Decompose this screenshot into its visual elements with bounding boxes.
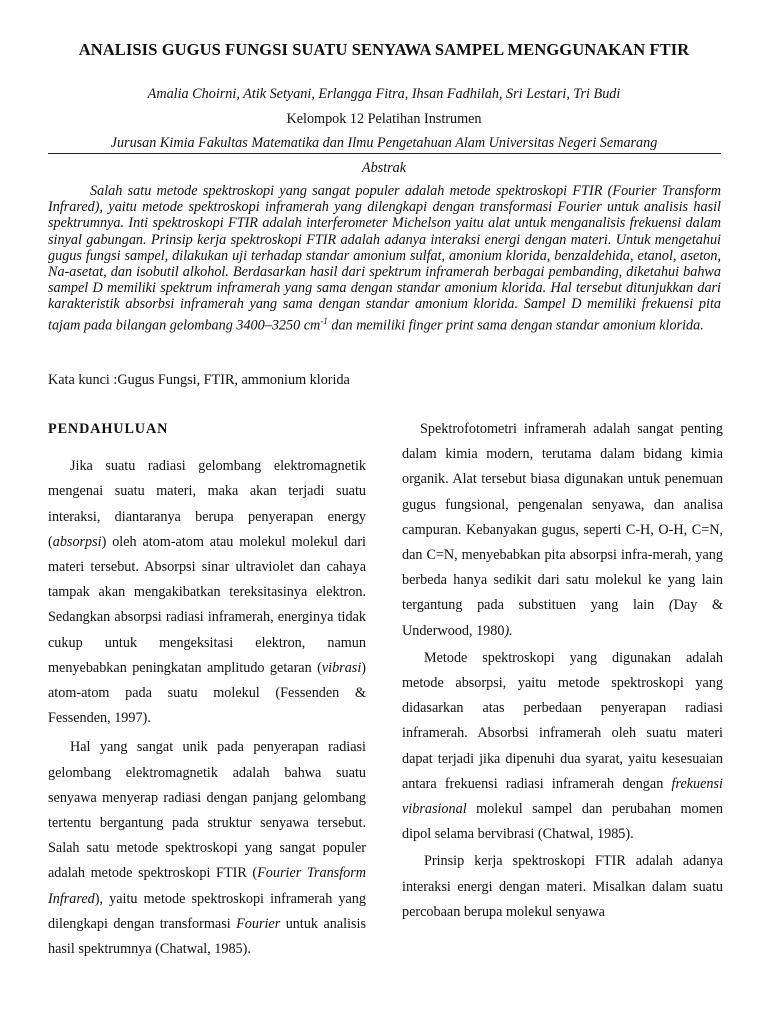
paper-title: ANALISIS GUGUS FUNGSI SUATU SENYAWA SAMPEL MENGGUNAKAN FTIR <box>78 40 690 59</box>
italic-run: ). <box>504 622 513 639</box>
section-heading: PENDAHULUAN <box>48 421 169 437</box>
left-column <box>48 417 366 962</box>
author-list: Amalia Choirni, Atik Setyani, Erlangga Fitra, Ihsan Fadhilah, Sri Lestari, Tri Budi <box>147 86 621 102</box>
text-run: molekul sampel dan perubahan momen dipol selama bervibrasi (Chatwal, 1985). <box>402 801 723 843</box>
text-run: untuk analisis hasil spektrumnya (Chatwal, 1985). <box>48 915 367 958</box>
affiliation: Jurusan Kimia Fakultas Matematika dan Ilmu Pengetahuan Alam Universitas Negeri Semarang <box>110 135 658 151</box>
group-name: Kelompok 12 Pelatihan Instrumen <box>286 111 482 127</box>
text-run: Hal yang sangat unik pada penyerapan radiasi gelombang elektromagnetik adalah bahwa suatu senyawa menyerap radiasi dengan panjang gelombang tertentu bergantung pada struktur senyawa tersebut. Salah satu metode spektroskopi yang sangat populer adalah metode spektroskopi FTIR ( <box>48 739 366 882</box>
abstract-text-end: dan memiliki finger print sama dengan standar amonium klorida. <box>327 317 704 334</box>
paragraph <box>402 417 723 644</box>
text-run: Metode spektroskopi yang digunakan adalah metode absorpsi, yaitu metode spektroskopi yang didasarkan atas perbedaan penyerapan radiasi inframerah. Absorbsi inframerah oleh suatu materi dapat terjadi jika dipenuhi dua syarat, yaitu kesesuaian antara frekuensi radiasi inframerah dengan <box>402 649 723 792</box>
paragraph <box>48 735 366 962</box>
text-run: Spektrofotometri inframerah adalah sangat penting dalam kimia modern, terutama dalam bidang kimia organik. Alat tersebut biasa digunakan untuk penemuan gugus fungsional, pengenalan senyawa, dan analisa campuran. Kebanyakan gugus, seperti C-H, O-H, C=N, dan C=N, menyebabkan pita absorpsi infra-merah, yang berbeda hanya sedikit dari satu molekul ke yang lain tergantung pada substituen yang lain <box>402 421 723 614</box>
text-run: ) atom-atom pada suatu molekul (Fessenden & Fessenden, 1997). <box>48 659 366 727</box>
paragraph: Prinsip kerja spektroskopi FTIR adalah adanya interaksi energi dengan materi. Misalkan dalam suatu percobaan berupa molekul senyawa <box>402 853 723 920</box>
text-run: ) oleh atom-atom atau molekul molekul dari materi tersebut. Absorpsi sinar ultraviolet dan cahaya tampak akan mengakibatkan tereksitasinya elektron. Sedangkan absorpsi radiasi inframerah, energinya tidak cukup untuk mengeksitasi elektron, namun menyebabkan peningkatan amplitudo getaran ( <box>48 533 366 676</box>
abstract-body <box>48 183 721 334</box>
paragraph <box>402 646 723 848</box>
italic-run: ( <box>668 597 674 614</box>
italic-run: Fourier <box>236 915 281 932</box>
paragraph <box>48 454 366 731</box>
keywords: Kata kunci :Gugus Fungsi, FTIR, ammonium klorida <box>48 372 350 388</box>
header-divider <box>48 153 721 154</box>
abstract-superscript: -1 <box>320 315 328 326</box>
abstract-text: Salah satu metode spektroskopi yang sangat populer adalah metode spektroskopi FTIR (Fourier Transform Infrared), yaitu metode spektroskopi inframerah yang dilengkapi dengan transformasi Fourier untuk analisis hasil spektrumnya. Inti spektroskopi FTIR adalah interferometer Michelson yaitu alat untuk menganalisis frekuensi dalam sinyal gabungan. Prinsip kerja spektroskopi FTIR adalah adanya interaksi energi dengan materi. Untuk mengetahui gugus fungsi sampel, dilakukan uji terhadap standar amonium sulfat, amonium klorida, benzaldehida, etanol, aseton, Na-asetat, dan isobutil alkohol. Berdasarkan hasil dari spektrum inframerah berbagai pembanding, diketahui bahwa sampel D memiliki spektrum inframerah yang sama dengan standar amonium klorida. Hal tersebut ditunjukkan dari karakteristik absorbsi inframerah yang sama dengan standar amonium klorida. Sampel D memiliki frekuensi pita tajam pada bilangan gelombang 3400–3250 cm <box>48 183 721 334</box>
italic-run: vibrasi <box>321 659 362 676</box>
abstract-heading: Abstrak <box>361 160 407 176</box>
italic-run: Fourier Transform Infrared <box>48 865 366 907</box>
right-column <box>402 417 723 925</box>
italic-run: frekuensi vibrasional <box>402 775 723 818</box>
text-run: Day & Underwood, 1980 <box>402 597 723 639</box>
italic-run: absorpsi <box>52 533 102 550</box>
text-run: Jika suatu radiasi gelombang elektromagnetik mengenai suatu materi, maka akan terjadi suatu interaksi, diantaranya berupa penyerapan energy ( <box>48 458 366 550</box>
text-run: ), yaitu metode spektroskopi inframerah yang dilengkapi dengan transformasi <box>48 890 366 932</box>
